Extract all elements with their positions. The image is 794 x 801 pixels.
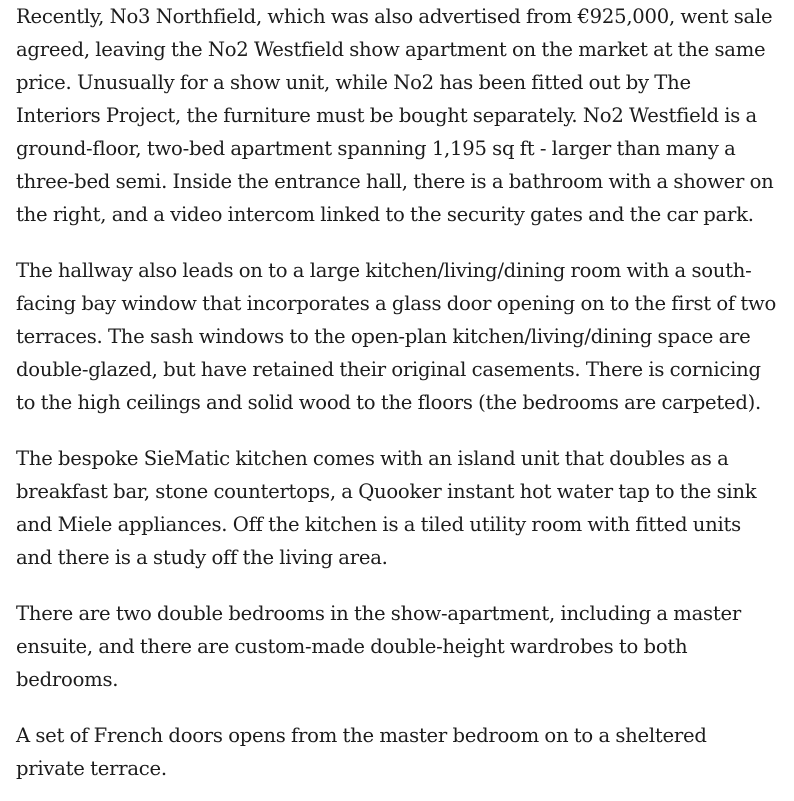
article-paragraph: There are two double bedrooms in the show-apartment, including a master ensuite, and there are custom-made double-height wardrobes to both bedrooms. — [16, 602, 741, 691]
article-paragraph: The hallway also leads on to a large kitchen/living/dining room with a south-facing bay window that incorporates a glass door opening on to the first of two terraces. The sash windows to the open-plan kitchen/living/dining space are double-glazed, but have retained their original casements. There is cornicing to the high ceilings and solid wood to the floors (the bedrooms are carpeted). — [16, 259, 777, 414]
article-paragraph: The bespoke SieMatic kitchen comes with an island unit that doubles as a breakfast bar, stone countertops, a Quooker instant hot water tap to the sink and Miele appliances. Off the kitchen is a tiled utility room with fitted units and there is a study off the living area. — [16, 447, 757, 569]
article-paragraph: Recently, No3 Northfield, which was also advertised from €925,000, went sale agreed, leaving the No2 Westfield show apartment on the market at the same price. Unusually for a show unit, while No2 has been fitted out by The Interiors Project, the furniture must be bought separately. No2 Westfield is a ground-floor, two-bed apartment spanning 1,195 sq ft - larger than many a three-bed semi. Inside the entrance hall, there is a bathroom with a shower on the right, and a video intercom linked to the security gates and the car park. — [16, 5, 774, 226]
article-paragraph: A set of French doors opens from the master bedroom on to a sheltered private terrace. — [16, 724, 707, 780]
